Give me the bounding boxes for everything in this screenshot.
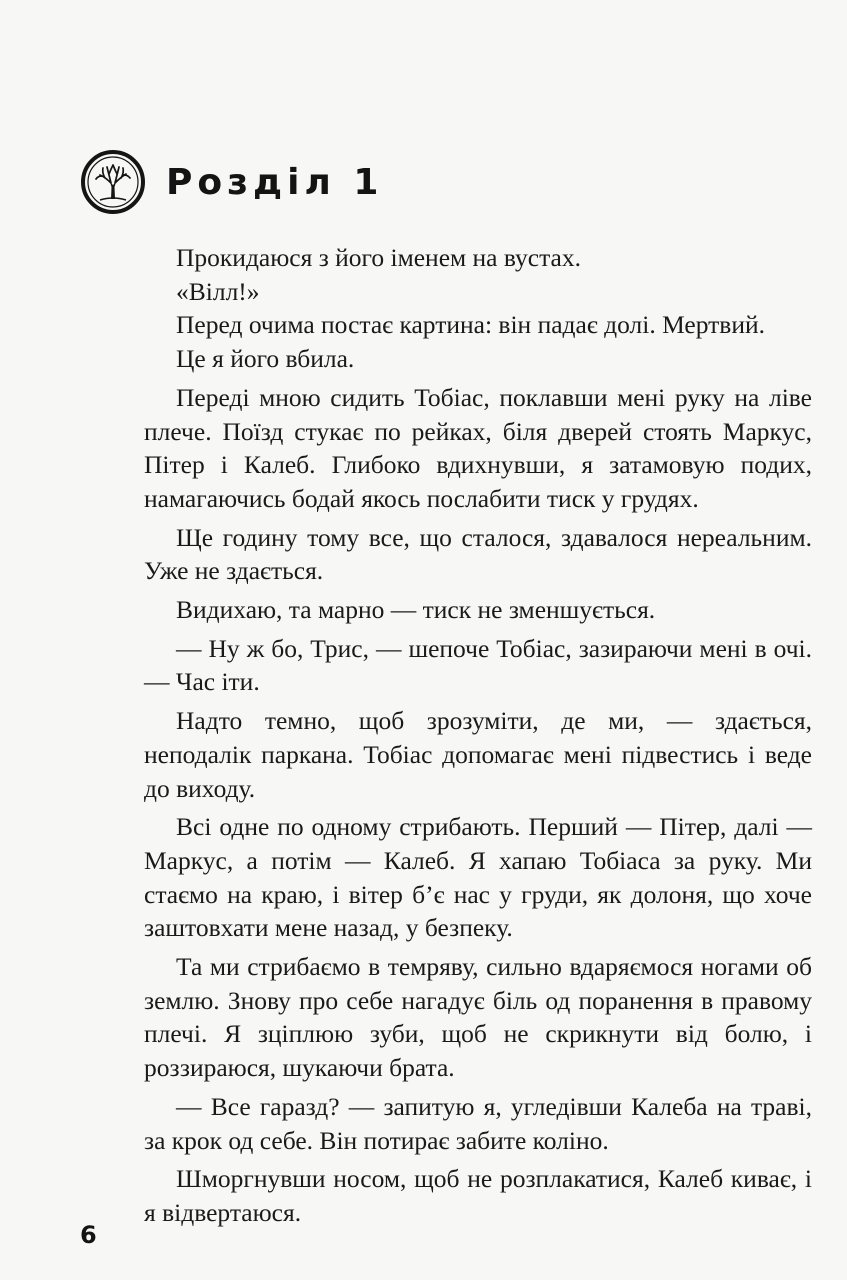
- paragraph: Прокидаюся з його іменем на вустах.: [176, 243, 581, 272]
- chapter-body-text: [144, 241, 812, 1230]
- paragraph: — Ну ж бо, Трис, — шепоче Тобіас, зазираючи мені в очі. — Час іти.: [144, 633, 812, 697]
- paragraph: Шморгнувши носом, щоб не розплакатися, Калеб киває, і я відвертаюся.: [144, 1164, 812, 1227]
- paragraph: «Вілл!»: [176, 276, 260, 306]
- page-number: 6: [80, 1221, 97, 1249]
- paragraph: Всі одне по одному стрибають. Перший — Пітер, далі — Маркус, а потім — Калеб. Я хапаю Тобіаса за руку. Ми стаємо на краю, і вітер б’є нас у груди, як долоня, що хоче заштовхати мене назад, у безпеку.: [144, 812, 812, 943]
- tree-circle-icon: [80, 149, 146, 215]
- paragraph: Ще годину тому все, що сталося, здавалося нереальним. Уже не здається.: [144, 522, 812, 586]
- paragraph: Надто темно, щоб зрозуміти, де ми, — здається, неподалік паркана. Тобіас допомагає мені підвестись і веде до виходу.: [144, 706, 812, 803]
- paragraph: Та ми стрибаємо в темряву, сильно вдаряємося ногами об землю. Знову про себе нагадує біль од поранення в правому плечі. Я зціплюю зуби, щоб не скрикнути від болю, і роззираюся, шукаючи брата.: [144, 952, 812, 1083]
- paragraph: Переді мною сидить Тобіас, поклавши мені руку на ліве плече. Поїзд стукає по рейках, біля дверей стоять Маркус, Пітер і Калеб. Глибоко вдихнувши, я затамовую подих, намагаючись бодай якось послабити тиск у грудях.: [144, 382, 812, 513]
- paragraph: Видихаю, та марно — тиск не зменшується.: [176, 595, 656, 625]
- paragraph: Перед очима постає картина: він падає долі. Мертвий.: [176, 310, 766, 340]
- paragraph: Це я його вбила.: [176, 344, 355, 374]
- chapter-title: Розділ 1: [166, 161, 384, 203]
- chapter-header: [80, 147, 383, 217]
- paragraph: — Все гаразд? — запитую я, угледівши Калеба на траві, за крок од себе. Він потирає забите коліно.: [144, 1091, 812, 1155]
